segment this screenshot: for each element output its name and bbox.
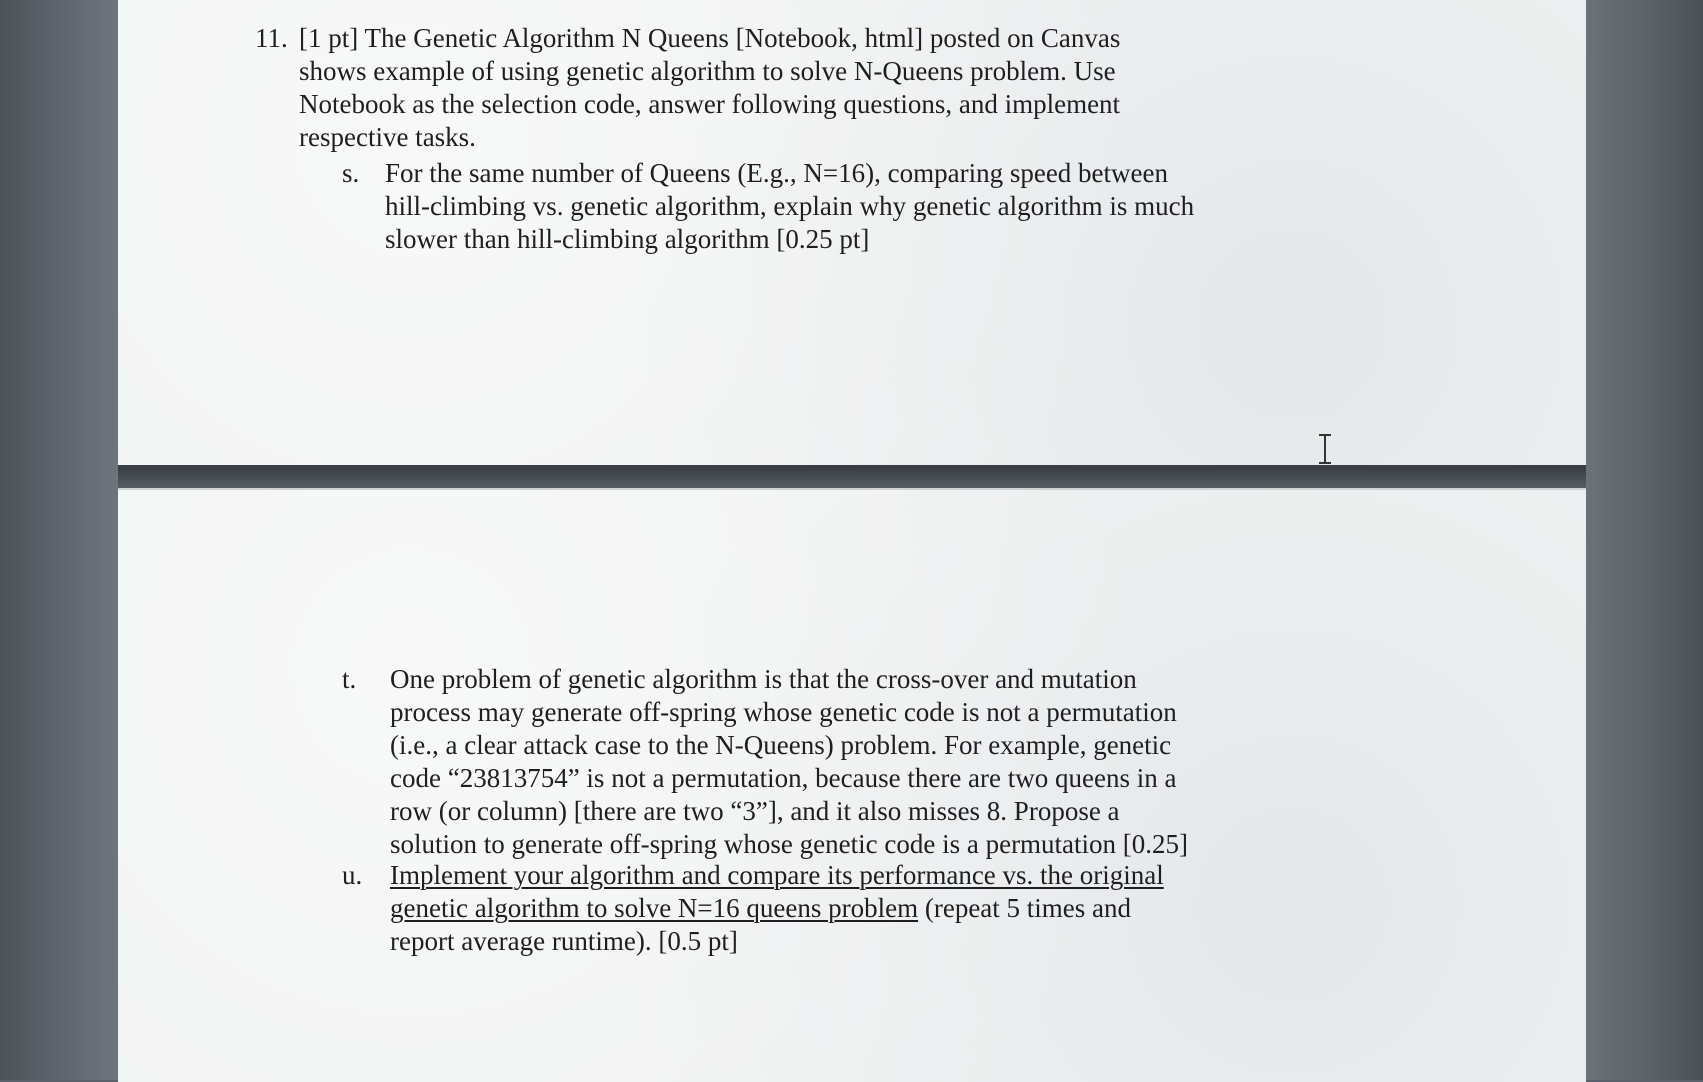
screen-bezel-right: [1585, 0, 1703, 1080]
item-u-underlined-text: genetic algorithm to solve N=16 queens problem: [390, 893, 919, 923]
item-t-line: row (or column) [there are two “3”], and it also misses 8. Propose a: [390, 796, 1120, 826]
question-line: respective tasks.: [299, 122, 476, 152]
item-u-line: report average runtime). [0.5 pt]: [390, 926, 738, 956]
item-s-line: slower than hill-climbing algorithm [0.25 pt]: [385, 224, 870, 254]
item-t-text: [390, 663, 1188, 861]
item-u-line: [390, 892, 1164, 925]
item-u-underlined-text: Implement your algorithm and compare its performance vs. the original: [390, 860, 1164, 890]
item-t-letter: t.: [342, 664, 357, 694]
page-break-gap: [118, 469, 1586, 488]
question-line: [1 pt] The Genetic Algorithm N Queens [Notebook, html] posted on Canvas: [299, 23, 1121, 53]
screen-bezel-left: [0, 0, 118, 1080]
item-t-line: process may generate off-spring whose genetic code is not a permutation: [390, 697, 1177, 727]
item-u-text: [390, 859, 1164, 958]
item-u-line: [390, 859, 1164, 892]
question-line: Notebook as the selection code, answer following questions, and implement: [299, 89, 1121, 119]
item-s-line: For the same number of Queens (E.g., N=16), comparing speed between: [385, 158, 1168, 188]
text-cursor-icon: [1318, 434, 1332, 464]
item-u-letter: u.: [342, 860, 363, 890]
question-line: shows example of using genetic algorithm to solve N-Queens problem. Use: [299, 56, 1116, 86]
item-s-text: [385, 157, 1194, 256]
question-text: [299, 22, 1120, 154]
item-u-text-tail: (repeat 5 times and: [918, 893, 1132, 923]
item-t-line: solution to generate off-spring whose genetic code is a permutation [0.25]: [390, 829, 1189, 859]
item-s-letter: s.: [342, 158, 360, 188]
item-t-line: One problem of genetic algorithm is that the cross-over and mutation: [390, 664, 1137, 694]
item-t-line: code “23813754” is not a permutation, because there are two queens in a: [390, 763, 1177, 793]
item-s-line: hill-climbing vs. genetic algorithm, explain why genetic algorithm is much: [385, 191, 1195, 221]
question-number: 11.: [255, 23, 288, 53]
item-t-line: (i.e., a clear attack case to the N-Queens) problem. For example, genetic: [390, 730, 1172, 760]
